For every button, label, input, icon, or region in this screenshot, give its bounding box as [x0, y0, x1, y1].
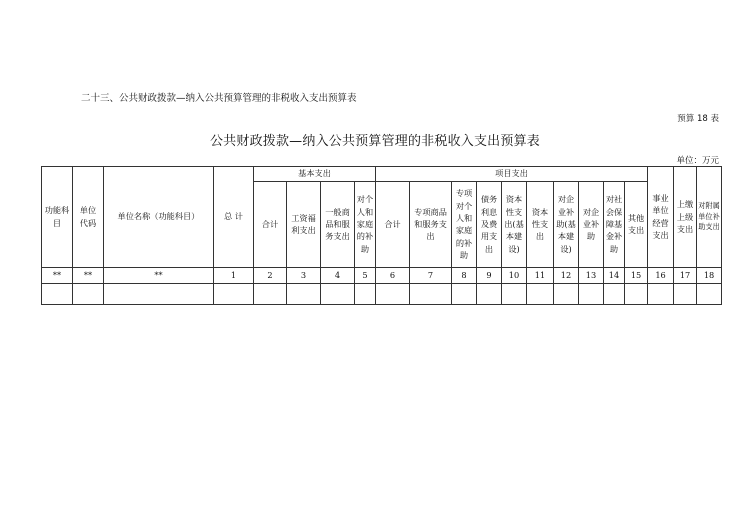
- index-cell: 17: [674, 268, 697, 284]
- data-cell: [579, 284, 604, 305]
- header-project-col: 专项商品和服务支出: [410, 182, 452, 268]
- data-cell: [527, 284, 554, 305]
- data-cell: [697, 284, 722, 305]
- unit-label: 单位：万元: [676, 156, 719, 166]
- data-cell: [73, 284, 104, 305]
- data-cell: [287, 284, 321, 305]
- header-unit-name: 单位名称（功能科目）: [104, 167, 214, 268]
- index-cell: 16: [648, 268, 674, 284]
- index-cell: 10: [502, 268, 527, 284]
- header-basic-col: 工资福利支出: [287, 182, 321, 268]
- index-cell: 3: [287, 268, 321, 284]
- header-project-col: 其他支出: [625, 182, 648, 268]
- header-basic-col: 对个人和家庭的补助: [355, 182, 376, 268]
- header-basic-group: 基本支出: [254, 167, 376, 182]
- index-cell: **: [104, 268, 214, 284]
- data-cell: [625, 284, 648, 305]
- header-project-col: 对企业补助(基本建设): [554, 182, 579, 268]
- data-cell: [477, 284, 502, 305]
- table-number: 预算 18 表: [677, 114, 719, 124]
- data-cell: [214, 284, 254, 305]
- data-cell: [554, 284, 579, 305]
- header-project-col: 资本性支出: [527, 182, 554, 268]
- index-cell: 2: [254, 268, 287, 284]
- header-basic-col: 合计: [254, 182, 287, 268]
- header-project-col: 专项对个人和家庭的补助: [452, 182, 477, 268]
- index-cell: 9: [477, 268, 502, 284]
- index-cell: 14: [604, 268, 625, 284]
- data-cell: [104, 284, 214, 305]
- data-cell: [452, 284, 477, 305]
- data-cell: [355, 284, 376, 305]
- index-cell: 13: [579, 268, 604, 284]
- data-cell: [410, 284, 452, 305]
- header-project-col: 合计: [376, 182, 410, 268]
- data-cell: [674, 284, 697, 305]
- data-cell: [321, 284, 355, 305]
- header-basic-col: 一般商品和服务支出: [321, 182, 355, 268]
- index-cell: **: [73, 268, 104, 284]
- index-cell: 4: [321, 268, 355, 284]
- page-title: 公共财政拨款—纳入公共预算管理的非税收入支出预算表: [209, 134, 540, 149]
- data-cell: [42, 284, 73, 305]
- index-cell: 18: [697, 268, 722, 284]
- budget-table: [41, 166, 722, 305]
- header-tail-col: 上缴上级支出: [674, 167, 697, 268]
- index-cell: 7: [410, 268, 452, 284]
- header-total: 总 计: [214, 167, 254, 268]
- index-cell: 6: [376, 268, 410, 284]
- header-project-col: 对社会保障基金补助: [604, 182, 625, 268]
- empty-data-row: [42, 284, 722, 305]
- header-project-col: 资本性支出(基本建设): [502, 182, 527, 268]
- data-cell: [604, 284, 625, 305]
- section-heading: 二十三、公共财政拨款—纳入公共预算管理的非税收入支出预算表: [81, 93, 357, 104]
- data-cell: [376, 284, 410, 305]
- index-cell: 15: [625, 268, 648, 284]
- data-cell: [254, 284, 287, 305]
- data-cell: [502, 284, 527, 305]
- header-tail-col: 对附属单位补助支出: [697, 167, 722, 268]
- index-cell: 11: [527, 268, 554, 284]
- header-tail-col: 事业单位经营支出: [648, 167, 674, 268]
- header-unit-code: 单位代码: [73, 167, 104, 268]
- header-project-group: 项目支出: [376, 167, 648, 182]
- index-cell: 8: [452, 268, 477, 284]
- index-cell: 12: [554, 268, 579, 284]
- index-cell: 5: [355, 268, 376, 284]
- index-cell: 1: [214, 268, 254, 284]
- header-project-col: 对企业补助: [579, 182, 604, 268]
- header-func-code: 功能科目: [42, 167, 73, 268]
- data-cell: [648, 284, 674, 305]
- header-project-col: 债务利息及费用支出: [477, 182, 502, 268]
- index-cell: **: [42, 268, 73, 284]
- index-row: [42, 268, 722, 284]
